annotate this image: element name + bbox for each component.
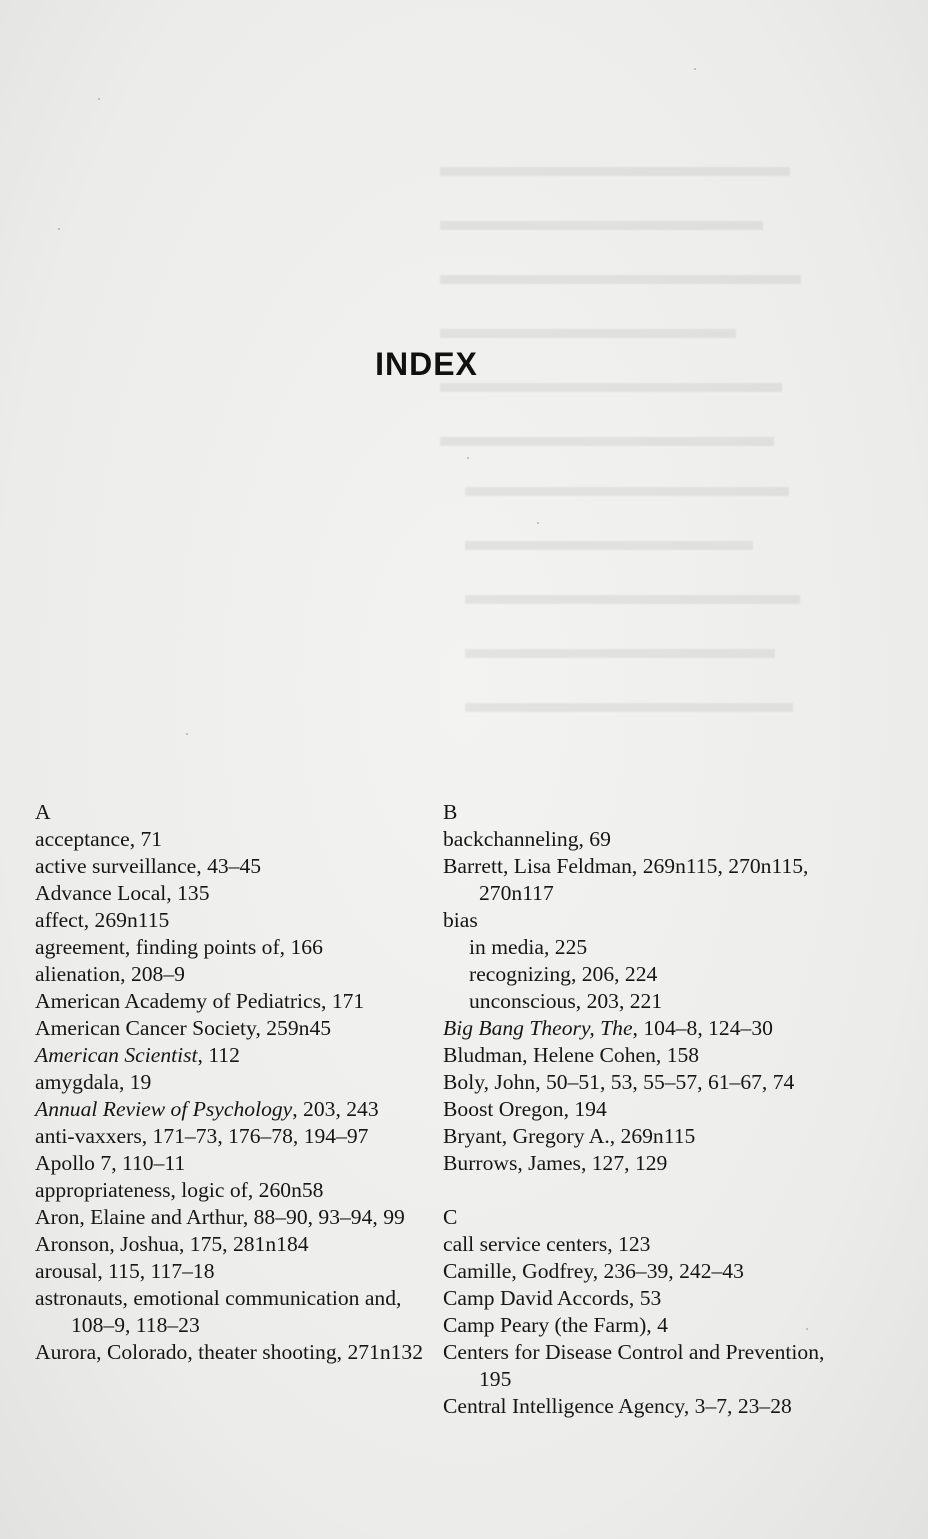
separator: , bbox=[535, 1070, 546, 1094]
page-references: 108–9, 118–23 bbox=[71, 1313, 200, 1337]
separator: , bbox=[292, 1097, 304, 1121]
index-term: acceptance bbox=[35, 827, 130, 851]
index-term: Barrett, Lisa Feldman bbox=[443, 854, 632, 878]
separator: , bbox=[141, 1124, 153, 1148]
separator: , bbox=[683, 1394, 695, 1418]
index-entry bbox=[443, 853, 843, 907]
page-references: 110–11 bbox=[121, 1151, 186, 1175]
index-term: Apollo 7 bbox=[35, 1151, 112, 1175]
index-term: appropriateness, logic of bbox=[35, 1178, 248, 1202]
index-term: unconscious bbox=[469, 989, 576, 1013]
index-term: arousal bbox=[35, 1259, 98, 1283]
page-references: 203, 243 bbox=[303, 1097, 379, 1121]
index-term: backchanneling bbox=[443, 827, 579, 851]
page-references: 171 bbox=[331, 989, 365, 1013]
separator: , bbox=[646, 1313, 658, 1337]
page-references: 259n45 bbox=[266, 1016, 332, 1040]
separator: , bbox=[166, 881, 178, 905]
page-references: 269n115 bbox=[94, 908, 170, 932]
separator: , bbox=[563, 1097, 575, 1121]
section-letter-b: B bbox=[443, 800, 458, 824]
index-term: Boost Oregon bbox=[443, 1097, 564, 1121]
separator: , bbox=[580, 1151, 592, 1175]
index-entry bbox=[35, 1285, 425, 1339]
index-entry bbox=[35, 1069, 425, 1096]
index-entry bbox=[443, 1096, 843, 1123]
index-term: alienation bbox=[35, 962, 121, 986]
index-entry bbox=[35, 988, 425, 1015]
page-references: 225 bbox=[554, 935, 588, 959]
separator: , bbox=[118, 1070, 130, 1094]
page-references: 50–51, 53, 55–57, 61–67, 74 bbox=[545, 1070, 795, 1094]
separator: , bbox=[628, 1286, 640, 1310]
page-references: 135 bbox=[177, 881, 210, 905]
separator: , bbox=[111, 1151, 122, 1175]
index-entry bbox=[443, 1015, 843, 1042]
separator: , bbox=[97, 1259, 109, 1283]
page-references: 269n115 bbox=[620, 1124, 696, 1148]
index-term: bias bbox=[443, 908, 478, 932]
index-term: Central Intelligence Agency bbox=[443, 1394, 684, 1418]
page-references: 175, 281n184 bbox=[189, 1232, 309, 1256]
separator: , bbox=[197, 1043, 209, 1067]
page-references: 166 bbox=[290, 935, 323, 959]
separator: , bbox=[819, 1340, 825, 1364]
separator: , bbox=[255, 1016, 267, 1040]
page-references: 260n58 bbox=[258, 1178, 324, 1202]
separator: , bbox=[336, 1340, 348, 1364]
index-term: Camille, Godfrey bbox=[443, 1259, 593, 1283]
index-entry bbox=[35, 853, 425, 880]
index-entry bbox=[35, 1204, 425, 1231]
index-entry bbox=[35, 1015, 425, 1042]
index-column-left bbox=[35, 799, 425, 1366]
page-references: 3–7, 23–28 bbox=[694, 1394, 792, 1418]
index-entry bbox=[35, 1177, 425, 1204]
index-term: in media bbox=[469, 935, 544, 959]
page-references: 171–73, 176–78, 194–97 bbox=[152, 1124, 369, 1148]
index-entry bbox=[35, 907, 425, 934]
index-entry bbox=[443, 1258, 843, 1285]
page-references: 271n132 bbox=[347, 1340, 424, 1364]
index-entry bbox=[443, 826, 843, 853]
index-term: call service centers bbox=[443, 1232, 608, 1256]
page-references: 208–9 bbox=[130, 962, 185, 986]
page-references: 104–8, 124–30 bbox=[643, 1016, 773, 1040]
index-term: anti-vaxxers bbox=[35, 1124, 142, 1148]
page-title: INDEX bbox=[375, 346, 478, 382]
index-entry bbox=[35, 1123, 425, 1150]
separator: , bbox=[607, 1232, 619, 1256]
separator: , bbox=[609, 1124, 621, 1148]
index-entry bbox=[35, 934, 425, 961]
page-references: 115, 117–18 bbox=[108, 1259, 215, 1283]
bleed-through-texture-2 bbox=[465, 460, 825, 730]
index-term: Aronson, Joshua bbox=[35, 1232, 179, 1256]
index-entry bbox=[35, 1096, 425, 1123]
index-entry bbox=[443, 1393, 843, 1420]
index-entry bbox=[35, 1150, 425, 1177]
separator: , bbox=[632, 1016, 644, 1040]
page-references: 123 bbox=[618, 1232, 651, 1256]
separator: , bbox=[631, 854, 643, 878]
separator: , bbox=[543, 935, 555, 959]
page-references: 19 bbox=[129, 1070, 152, 1094]
index-subentry bbox=[443, 988, 843, 1015]
separator: , bbox=[196, 854, 208, 878]
page-references: 236–39, 242–43 bbox=[603, 1259, 744, 1283]
separator: , bbox=[178, 1232, 190, 1256]
index-entry bbox=[443, 907, 843, 934]
page-references: 71 bbox=[140, 827, 163, 851]
index-term: Advance Local bbox=[35, 881, 167, 905]
separator: , bbox=[321, 989, 332, 1013]
index-entry bbox=[35, 1042, 425, 1069]
bleed-through-texture bbox=[440, 140, 820, 464]
page-references: 206, 224 bbox=[581, 962, 658, 986]
index-term: Annual Review of Psychology bbox=[35, 1097, 293, 1121]
index-entry bbox=[443, 1285, 843, 1312]
index-entry bbox=[443, 1123, 843, 1150]
index-entry bbox=[35, 1258, 425, 1285]
separator: , bbox=[592, 1259, 604, 1283]
index-subentry bbox=[443, 961, 843, 988]
index-entry bbox=[35, 826, 425, 853]
index-entry bbox=[443, 1150, 843, 1177]
index-term: Aurora, Colorado, theater shooting bbox=[35, 1340, 337, 1364]
separator: , bbox=[575, 989, 587, 1013]
separator: , bbox=[129, 827, 141, 851]
section-letter-c: C bbox=[443, 1205, 458, 1229]
page-references: 112 bbox=[208, 1043, 240, 1067]
page-references: 127, 129 bbox=[591, 1151, 668, 1175]
index-subentry bbox=[443, 934, 843, 961]
index-term: Centers for Disease Control and Prevention bbox=[443, 1340, 820, 1364]
index-entry bbox=[35, 1339, 425, 1366]
page-references: 88–90, 93–94, 99 bbox=[253, 1205, 405, 1229]
separator: , bbox=[242, 1205, 254, 1229]
page-references: 53 bbox=[639, 1286, 662, 1310]
page-references: 269n115, 270n115, 270n117 bbox=[479, 854, 809, 905]
page-references: 195 bbox=[479, 1367, 512, 1391]
separator: , bbox=[578, 827, 590, 851]
index-term: recognizing bbox=[469, 962, 571, 986]
index-term: affect bbox=[35, 908, 84, 932]
index-entry bbox=[443, 1339, 843, 1393]
index-term: American Academy of Pediatrics bbox=[35, 989, 322, 1013]
index-term: American Cancer Society bbox=[35, 1016, 256, 1040]
index-entry bbox=[443, 1042, 843, 1069]
page-references: 194 bbox=[574, 1097, 607, 1121]
index-entry bbox=[35, 961, 425, 988]
page-references: 158 bbox=[666, 1043, 700, 1067]
index-entry bbox=[443, 1312, 843, 1339]
index-term: Boly, John bbox=[443, 1070, 536, 1094]
index-entry bbox=[443, 1231, 843, 1258]
page-references: 203, 221 bbox=[586, 989, 663, 1013]
section-letter-a: A bbox=[35, 800, 51, 824]
index-column-right bbox=[443, 799, 843, 1420]
separator: , bbox=[279, 935, 291, 959]
index-entry bbox=[35, 880, 425, 907]
page-references: 43–45 bbox=[207, 854, 262, 878]
page-references: 4 bbox=[657, 1313, 668, 1337]
index-entry bbox=[35, 1231, 425, 1258]
index-term: amygdala bbox=[35, 1070, 119, 1094]
page-references: 69 bbox=[589, 827, 611, 851]
index-term: Aron, Elaine and Arthur bbox=[35, 1205, 243, 1229]
separator: , bbox=[655, 1043, 667, 1067]
index-term: Burrows, James bbox=[443, 1151, 581, 1175]
index-term: Big Bang Theory, The bbox=[443, 1016, 633, 1040]
index-term: astronauts, emotional communication and bbox=[35, 1286, 397, 1310]
separator: , bbox=[120, 962, 131, 986]
index-term: agreement, finding points of bbox=[35, 935, 280, 959]
index-term: Camp Peary (the Farm) bbox=[443, 1313, 647, 1337]
index-term: American Scientist bbox=[35, 1043, 198, 1067]
index-term: Bryant, Gregory A. bbox=[443, 1124, 610, 1148]
separator: , bbox=[570, 962, 582, 986]
index-term: active surveillance bbox=[35, 854, 197, 878]
index-entry bbox=[443, 1069, 843, 1096]
index-term: Bludman, Helene Cohen bbox=[443, 1043, 656, 1067]
separator: , bbox=[396, 1286, 402, 1310]
separator: , bbox=[247, 1178, 259, 1202]
index-term: Camp David Accords bbox=[443, 1286, 629, 1310]
separator: , bbox=[83, 908, 95, 932]
